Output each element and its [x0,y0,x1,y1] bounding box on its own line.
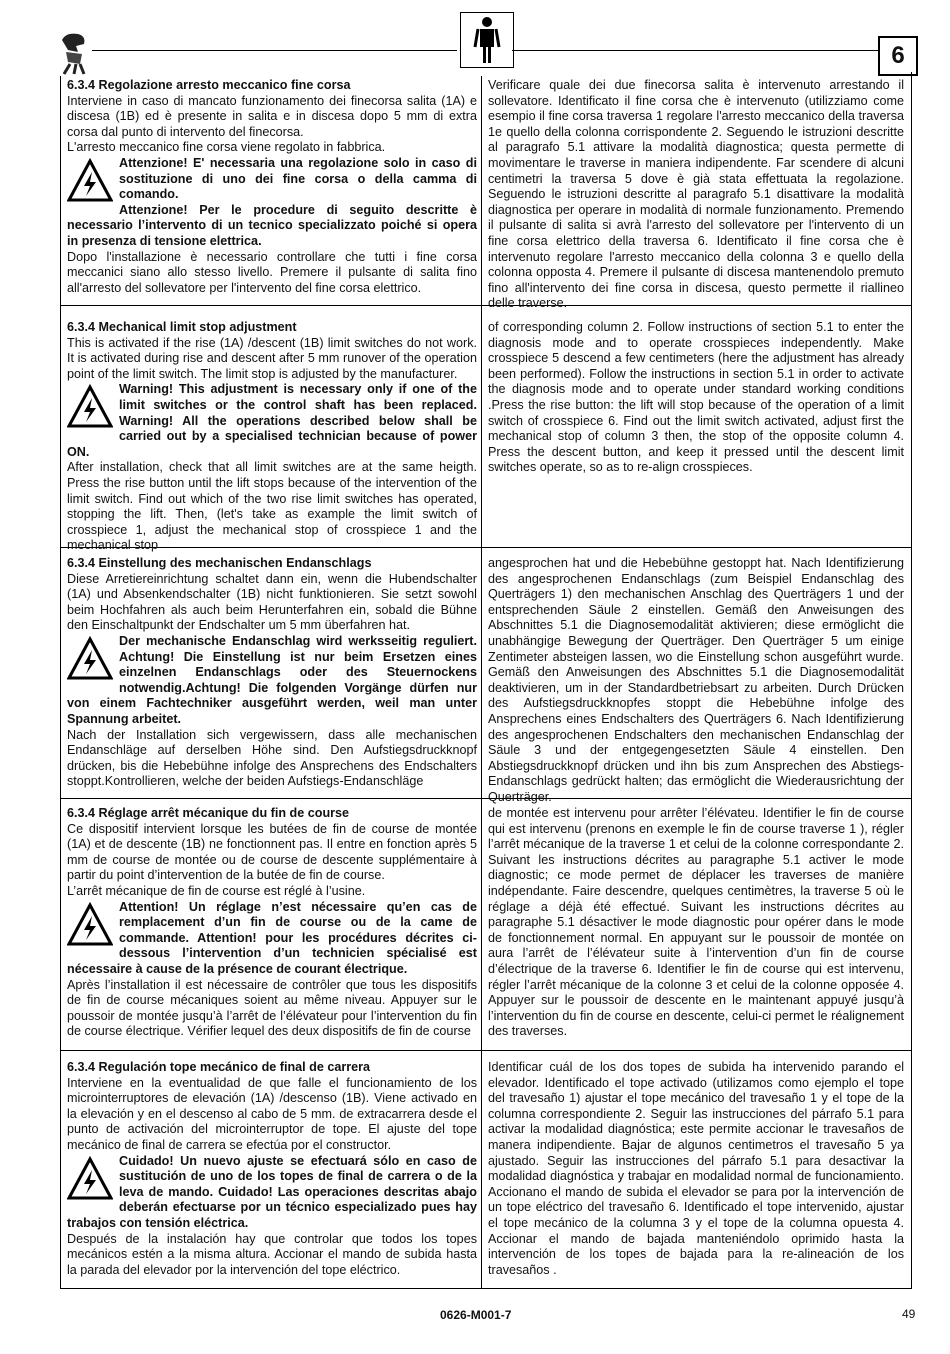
header-rule-left [92,50,457,51]
warning-text: Attenzione! E' necessaria una regolazione solo in caso di sostituzione di uno dei fine corsa o della camma di comando. [119,155,477,202]
outro-paragraph: Después de la instalación hay que controlar que todos los topes mecánicos estén a la misma altura. Accionar el mando de subida hasta la parada del elevador por la intervención del tope eléctrico. [67,1231,477,1277]
frame-right [911,72,912,1288]
section-de-left [67,556,477,790]
warning-text: Warning! This adjustment is necessary only if one of the limit switches or the control shaft has been replaced. Warning! All the operations described below shall be carried out by a specialised technician because of power ON. [67,382,477,459]
chapter-number: 6 [878,36,918,76]
body-paragraph: of corresponding column 2. Follow instructions of section 5.1 to enter the diagnosis mode and to operate crosspieces independently. Make crosspiece 5 descend a few centimeters (here the adjustment has already been performed). Follow the instructions in section 5.1 in order to activate the diagnosis mode and to operate under standard working conditions .Press the rise button: the lift will stop because of the operation of a limit switch of crosspiece 6. Find out the limit switch activated, adjust first the mechanical stop of column 3 then, the stop of the opposite column 4. Press the descent button, and keep it pressed until the descent limit switches operate, so as to re-align crosspieces. [488,320,904,475]
warning-text-2: Attenzione! Per le procedure di seguito descritte è necessario l’intervento di un tecnico specializzato poiché si opera in presenza di tensione elettrica. [67,202,477,248]
intro-paragraph: Diese Arretiereinrichtung schaltet dann ein, wenn die Hubendschalter (1A) und Absenkendschalter (1B) nicht funktionieren. Sie setzt sowohl beim Hochfahren als auch beim Herunterfahren ein, sobald die Bühne den Einschaltpunkt der Endschalter um 5 mm überfahren hat. [67,571,477,633]
electrical-hazard-icon [67,636,113,682]
section-title: 6.3.4 Einstellung des mechanischen Endanschlags [67,556,372,570]
outro-paragraph: Dopo l'installazione è necessario controllare che tutti i fine corsa meccanici siano allo stesso livello. Premere il pulsante di salita fino all'arresto del sollevatore per l'intervento del fine corsa elettrico. [67,249,477,295]
worker-icon [460,12,514,68]
section-es-right [488,1060,904,1278]
section-it-right [488,78,904,312]
electrical-hazard-icon [67,384,113,430]
section-title: 6.3.4 Mechanical limit stop adjustment [67,320,297,334]
intro-paragraph: Interviene en la eventualidad de que falle el funcionamiento de los microinterruptores de elevación (1A) /descenso (1B). Viene activado en la elevación y en el descenso al cabo de 5 mm. de extracarrera desde el punto de activación del microinterruptor de tope. El ajuste del tope mecánico de final de carrera se efectúa por el constructor. [67,1075,477,1152]
section-fr-right [488,806,904,1040]
electrical-hazard-icon [67,1156,113,1202]
section-en-right [488,320,904,476]
section-it-left [67,78,477,296]
header-rule-right [512,50,878,51]
intro-paragraph: This is activated if the rise (1A) /descent (1B) limit switches do not work. It is activated during rise and descent after 5 mm runover of the operation point of the limit switch. The limit stop is adjusted by the manufacturer. [67,335,477,381]
warning-text: Der mechanische Endanschlag wird werksseitig reguliert. Achtung! Die Einstellung ist nur beim Ersetzen eines einzelnen Endanschlags oder des Steuernockens notwendig.Achtung! Die folgenden Vorgänge dürfen nur von einem Fachtechniker ausgeführt werden, weil man unter Spannung arbeitet. [67,633,477,726]
section-title: 6.3.4 Réglage arrêt mécanique du fin de course [67,806,350,820]
warning-text: Cuidado! Un nuevo ajuste se efectuará sólo en caso de sustitución de uno de los topes de final de carrera o de la leva de mando. Cuidado! Las operaciones descritas abajo deberán efectuarse por un técnico especializado pues hay trabajos con tensión eléctrica. [67,1153,477,1230]
outro-paragraph: Après l’installation il est nécessaire de contrôler que tous les dispositifs de fin de course mécaniques soient au même niveau. Appuyer sur le poussoir de montée jusqu’à l’arrêt de l’élévateur pour l’intervention du fin de course électrique. Vérifier lequel des deux dispositifs de fin de course [67,977,477,1039]
body-paragraph: Identificar cuál de los dos topes de subida ha intervenido parando el elevador. Identificado el tope activado (utilizamos como ejemplo el tope del travesaño 1) ajustar el tope mecánico del travesaño 1 y el tope de la columna correspondiente 2. Seguir las instrucciones del párrafo 5.1 para activar la modalidad diagnóstica; este permite accionar le travesaños de manera indipendiente. Bajar de algunos centimetros el travesaño 5 ya ajustado. Seguir las instrucciones del párrafo 5.1 para desactivar la modalidad diagnóstica y trabajar en modalidad normal de funcionamiento. Accionano el mando de subida el elevador se para por la intervención de un tope eléctrico del travesaño 6. Identificado el tope intervenido, ajustar el tope mecánico de la columna 3 y el tope de la columna opuesta 4. Accionar el mando de bajada manteniéndolo oprimido hasta la intervención de los topes de bajada para la re-alineación de los travesaños . [488,1060,904,1277]
body-paragraph: angesprochen hat und die Hebebühne gestoppt hat. Nach Identifizierung des angesprochenen Endanschlags (zum Beispiel Endanschlag des Querträgers 1) den mechanischen Anschlag des Querträgers 1 und der entsprechenden Säule 2 einstellen. Gemäß den Anweisungen des Abschnittes 5.1 die Diagnosemodalität aktivieren; diese ermöglicht die unabhängige Bewegung der Querträger. Den Querträger 5 um einige Zentimeter absteigen lassen, wo die Einstellung schon ausgeführt wurde. Gemäß den Anweisungen des Abschnittes 5.1 die Diagnosemodalität deaktivieren, um in der Standardbetriebsart zu arbeiten. Durch Drücken des Aufstiegsdruckknopfes stoppt die Hebebühne infolge des Ansprechens eines Endschalters des Querträgers 6. Nach Identifizierung des angesprochenen Endschalters den mechanischen Endanschlag der Säule 3 und der entgegengesetzten Säule 4 einstellen. Den Abstiegsdruckknopf drücken und ihn bis zum Ansprechen des Abstiegs-Endanschlags gedrückt halten; das ermöglicht die Wiederausrichtung der Querträger. [488,556,904,804]
section-divider-4 [60,1050,912,1051]
section-en-left [67,320,477,554]
body-paragraph: Verificare quale dei due finecorsa salita è intervenuto arrestando il sollevatore. Identificato il fine corsa che è intervenuto (utilizziamo come esempio il fine corsa traversa 1 regolare l'arresto meccanico della traversa 1e quello della colonna corrispondente 2. Seguendo le istruzioni descritte al paragrafo 5.1 attivare la modalità diagnostica; questa permette di movimentare le traverse in maniera indipendente. Far scendere di alcuni centimetri la traversa 5 dove è già stata effettuata la regolazione. Seguendo le istruzioni descritte al paragrafo 5.1 disattivare la modalità diagnostica per operare in modalità di normale funzionamento. Premendo il pulsante di salita si avrà l'arresto del sollevatore per l'intervento di un fine corsa elettrico della traversa 6. Identificato il fine corsa che è intervenuto regolare l'arresto meccanico della colonna 3 e quello della colonna opposta 4. Premere il pulsante di discesa mantenendolo premuto fino all'intervento dei fine corsa in discesa, questo permette il riallineo delle traverse. [488,78,904,311]
intro-paragraph: Interviene in caso di mancato funzionamento dei finecorsa salita (1A) e discesa (1B) ed è presente in salita e in discesa dopo 5 mm di extra corsa dal punto di intervento del finecorsa. [67,93,477,139]
section-fr-left [67,806,477,1040]
body-paragraph: de montée est intervenu pour arrêter l’élévateu. Identifier le fin de course qui est intervenu (prenons en exemple le fin de course traverse 1 ), régler l’arrêt mécanique de la traverse 1 et celui de la colonne correspondante 2. Suivant les instructions décrites au paragraphe 5.1 activer le mode diagnostic; ce mode permet de déplacer les traverses de manière indépendante. Faire descendre, quelques centimètres, la traverse 5 où le réglage a déjà été effectué. Suivant les instructions décrites au paragraphe 5.1 désactiver le mode diagnostic pour opérer dans le mode de fonctionnement normal. En appuyant sur le poussoir de montée on aura l’arrêt de l’élévateur suite à l’intervention d’un fin de course d’électrique de la traverse 6. Identifier le fin de course qui est intervenu, régler l’arrêt mécanique de la colonne 3 et celui de la colonne opposée 4. Appuyer sur le poussoir de descente en le maintenant appuyé jusqu’à l’intervention du fin de course en descente, celui-ci permet le réalignement des traverses. [488,806,904,1039]
electrical-hazard-icon [67,158,113,204]
page-number: 49 [902,1307,916,1321]
frame-center [481,76,482,1288]
intro-paragraph: L'arresto meccanico fine corsa viene regolato in fabbrica. [67,140,386,155]
frame-left [60,76,61,1288]
frame-bottom [60,1288,912,1289]
document-code: 0626-M001-7 [440,1308,512,1322]
warning-text: Attention! Un réglage n’est nécessaire qu’en cas de remplacement d’un fin de course ou de la came de commande. Attention! pour les procédures décrites ci-dessous l’intervention d’un technicien spécialisé est nécessaire à cause de la présence de courant électrique. [67,899,477,976]
electrical-hazard-icon [67,902,113,948]
intro-paragraph: L’arrêt mécanique de fin de course est réglé à l’usine. [67,883,366,898]
intro-paragraph: Ce dispositif intervient lorsque les butées de fin de course de montée (1A) et de descente (1B) ne fonctionnent pas. Il entre en fonction après 5 mm de course de montée ou de course de descente supplémentaire à partir du point d’intervention de la butée de fin de course. [67,821,477,883]
operator-logo-icon [56,30,92,76]
outro-paragraph: After installation, check that all limit switches are at the same heigth. Press the rise button until the lift stops because of the intervention of the limit switch. Find out which of the two rise limit switches has operated, stopping the lift. Then, (let's take as example the limit switch of crosspiece 1, adjust the mechanical stop of crosspiece 1 and the mechanical stop [67,460,477,553]
section-title: 6.3.4 Regulación tope mecánico de final de carrera [67,1060,371,1074]
outro-paragraph: Nach der Installation sich vergewissern, dass alle mechanischen Endanschläge auf derselben Höhe sind. Den Aufstiegsdruckknopf drücken, bis die Hebebühne infolge des Ansprechens des Endschalters stoppt.Kontrollieren, welche der beiden Aufstiegs-Endanschläge [67,727,477,789]
section-de-right [488,556,904,806]
section-title: 6.3.4 Regolazione arresto meccanico fine corsa [67,78,351,92]
section-es-left [67,1060,477,1278]
